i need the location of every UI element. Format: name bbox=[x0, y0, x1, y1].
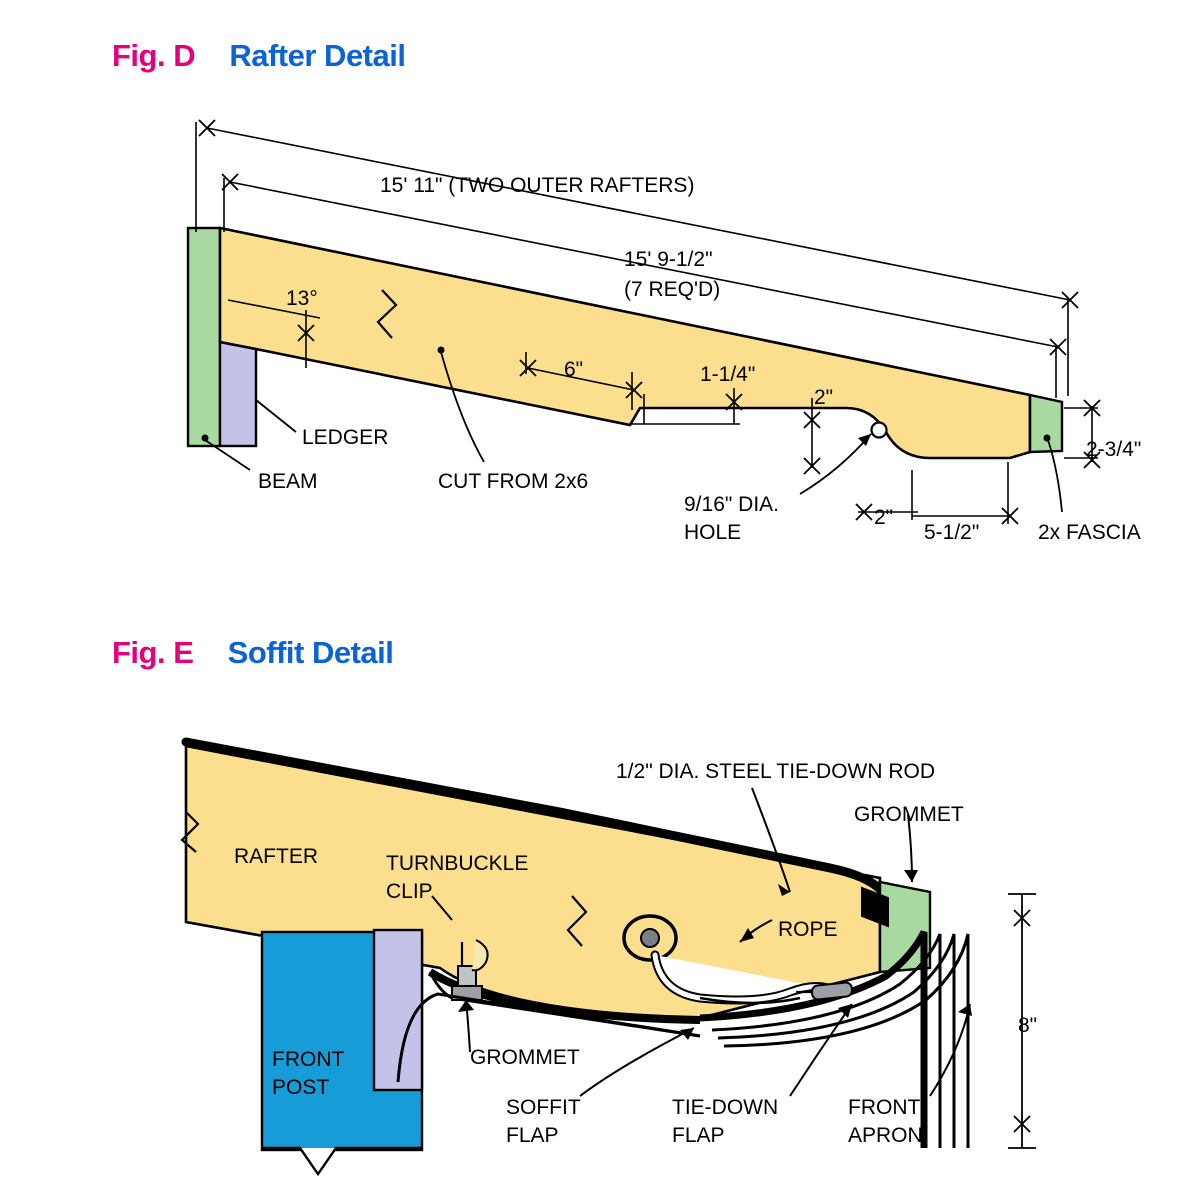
hole-label-line2: HOLE bbox=[684, 521, 742, 544]
front-apron-label-line1: FRONT bbox=[848, 1096, 921, 1119]
front-post-label-line1: FRONT bbox=[272, 1048, 345, 1071]
dim-2in-top-label: 2" bbox=[814, 386, 834, 409]
rope-clip-icon bbox=[811, 982, 852, 1000]
hole-label-line1: 9/16" DIA. bbox=[684, 493, 780, 516]
beam-shape bbox=[188, 228, 220, 446]
ledger-label: LEDGER bbox=[302, 426, 389, 449]
rope-label: ROPE bbox=[778, 918, 838, 941]
figure-e-name: Soffit Detail bbox=[227, 635, 394, 670]
tie-down-flap-label-line2: FLAP bbox=[672, 1124, 725, 1147]
soffit-flap-label-line1: SOFFIT bbox=[506, 1096, 581, 1119]
leader-soffit-flap bbox=[580, 1028, 694, 1096]
soffit-flap-label-line2: FLAP bbox=[506, 1124, 559, 1147]
turnbuckle-clip-label-line2: CLIP bbox=[386, 880, 433, 903]
leader-ledger bbox=[256, 400, 296, 432]
grommet-top-label: GROMMET bbox=[854, 803, 964, 826]
dim-1-1-4-label: 1-1/4" bbox=[700, 363, 756, 386]
figure-d-name: Rafter Detail bbox=[229, 38, 406, 73]
tie-down-rod-label: 1/2" DIA. STEEL TIE-DOWN ROD bbox=[616, 760, 936, 783]
fascia-shape bbox=[1030, 395, 1062, 452]
dim-rafter-qty-label: (7 REQ'D) bbox=[624, 278, 721, 301]
dim-rafter-length-label: 15' 9-1/2" bbox=[624, 248, 713, 271]
leader-tie-down-flap bbox=[790, 1004, 852, 1096]
front-apron-label-line2: APRON bbox=[848, 1124, 923, 1147]
bolt-hole bbox=[872, 423, 887, 438]
dim-6in-label: 6" bbox=[564, 358, 584, 381]
dim-outer-rafters-label: 15' 11" (TWO OUTER RAFTERS) bbox=[380, 174, 695, 197]
front-post-label-line2: POST bbox=[272, 1076, 330, 1099]
dim-5-1-2-label: 5-1/2" bbox=[924, 521, 980, 544]
dim-2in-bottom-label: 2" bbox=[874, 506, 894, 529]
leader-front-apron bbox=[930, 1004, 970, 1096]
grommet-bottom-label: GROMMET bbox=[470, 1046, 580, 1069]
figure-e-soffit-detail bbox=[0, 600, 1200, 1200]
angle-13-label: 13° bbox=[286, 287, 318, 310]
figure-e-label: Fig. E bbox=[112, 635, 194, 670]
figure-e-drawing bbox=[0, 600, 1200, 1200]
figure-d-label: Fig. D bbox=[112, 38, 196, 73]
cut-from-2x6-label: CUT FROM 2x6 bbox=[438, 470, 589, 493]
front-post-break bbox=[262, 1148, 422, 1174]
tie-down-rod-end bbox=[641, 929, 659, 947]
tie-down-flap-label-line1: TIE-DOWN bbox=[672, 1096, 779, 1119]
post-cap-shape bbox=[374, 930, 422, 1090]
dim-8in-label: 8" bbox=[1018, 1014, 1038, 1037]
beam-label: BEAM bbox=[258, 470, 318, 493]
fascia-label: 2x FASCIA bbox=[1038, 521, 1141, 544]
turnbuckle-clip-label-line1: TURNBUCKLE bbox=[386, 852, 529, 875]
ledger-shape bbox=[220, 338, 256, 446]
rafter-label: RAFTER bbox=[234, 845, 318, 868]
dim-2-3-4-label: 2-3/4" bbox=[1086, 438, 1142, 461]
